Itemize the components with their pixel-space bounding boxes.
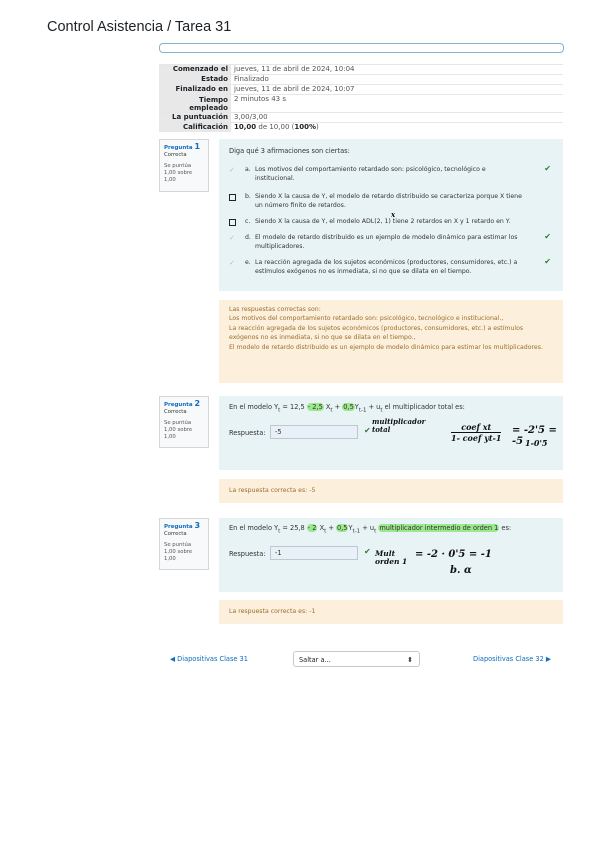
summary-label: Tiempo empleado xyxy=(159,95,231,113)
question-score: Se puntúa 1,00 sobre 1,00 xyxy=(164,163,193,183)
option-a[interactable] xyxy=(229,166,549,184)
option-checkbox[interactable] xyxy=(229,218,238,227)
highlight: multiplicador intermedio de orden 1 xyxy=(379,524,499,532)
summary-label: Estado xyxy=(159,75,231,85)
summary-row xyxy=(159,95,563,113)
question-label: Pregunta xyxy=(164,402,193,408)
handwritten-mark: x xyxy=(391,210,396,219)
text-part: En el modelo Y xyxy=(229,403,279,411)
summary-value: jueves, 11 de abril de 2024, 10:07 xyxy=(231,85,563,95)
correct-check-icon: ✔ xyxy=(544,232,551,241)
correct-check-icon: ✔ xyxy=(544,257,551,266)
question-2-feedback: La respuesta correcta es: -5 xyxy=(219,479,563,503)
question-label: Pregunta xyxy=(164,145,193,151)
option-text: Los motivos del comportamiento retardado son: psicológico, tecnológico e institucional. xyxy=(255,166,486,182)
summary-row xyxy=(159,75,563,85)
highlight: 0,5 xyxy=(336,524,348,532)
option-letter: b. xyxy=(245,193,251,200)
question-1-content xyxy=(219,139,563,291)
summary-value: jueves, 11 de abril de 2024, 10:04 xyxy=(231,65,563,75)
handwritten-note: b. α xyxy=(450,565,472,576)
answer-label: Respuesta: xyxy=(229,429,266,437)
question-2-content xyxy=(219,396,563,470)
handwritten-label xyxy=(372,418,425,434)
handwritten-result-den: 1-0'5 xyxy=(525,438,548,448)
summary-row xyxy=(159,85,563,95)
text-part: En el modelo Y xyxy=(229,524,279,532)
text-part: + u xyxy=(360,524,375,532)
question-info-3 xyxy=(159,518,209,570)
handwritten-formula: = -2 · 0'5 = -1 xyxy=(415,549,492,560)
summary-value: 3,00/3,00 xyxy=(231,113,563,123)
grade-percent: 100% xyxy=(294,123,316,131)
option-c[interactable] xyxy=(229,210,549,228)
question-text: En el modelo $Y_t = 12,5 - 2,5$ $X_t + 0,5Y_{t-1} + u_t$ el multiplicador total es: xyxy=(229,403,465,414)
question-text: Diga qué 3 afirmaciones son ciertas: xyxy=(229,147,350,155)
summary-row xyxy=(159,113,563,123)
option-text: El modelo de retardo distribuido es un ejemplo de modelo dinámico para estimar los multiplicadores. xyxy=(255,234,518,250)
option-d[interactable] xyxy=(229,234,549,252)
text-part: + u xyxy=(366,403,381,411)
feedback-line: Los motivos del comportamiento retardado son: psicológico, tecnológico e institucional., xyxy=(229,314,504,322)
text-part: Y xyxy=(348,524,353,532)
selected-check-icon: ✓ xyxy=(229,234,235,242)
page-title: Control Asistencia / Tarea 31 xyxy=(47,19,232,35)
option-b[interactable] xyxy=(229,193,549,211)
text-part: el multiplicador total es: xyxy=(382,403,465,411)
summary-value: Finalizado xyxy=(231,75,563,85)
option-text: Siendo X la causa de Y, el modelo ADL(2, 1) tiene 2 retardos en X y 1 retardo en Y. xyxy=(255,218,511,225)
top-progress-bar xyxy=(159,43,564,53)
text-part: + xyxy=(326,524,336,532)
correct-check-icon: ✔ xyxy=(544,164,551,173)
grade-mid: de 10,00 ( xyxy=(256,123,295,131)
option-letter: a. xyxy=(245,166,251,173)
question-info-1 xyxy=(159,139,209,192)
question-state: Correcta xyxy=(164,409,187,415)
text-part: = 12,5 xyxy=(280,403,307,411)
question-state: Correcta xyxy=(164,152,187,158)
hw-numerator: coef xt xyxy=(451,422,501,433)
hw-line: orden 1 xyxy=(375,557,408,566)
summary-label: La puntuación xyxy=(159,113,231,123)
summary-label: Calificación xyxy=(159,123,231,133)
grade-end: ) xyxy=(316,123,319,131)
attempt-summary-table xyxy=(159,64,563,132)
hw-line: multiplicador xyxy=(372,417,426,426)
text-part: X xyxy=(317,524,325,532)
question-info-2 xyxy=(159,396,209,448)
question-score: Se puntúa 1,00 sobre 1,00 xyxy=(164,420,193,440)
question-3-content xyxy=(219,518,563,592)
answer-input[interactable]: -1 xyxy=(270,546,358,560)
question-text: En el modelo $Y_t = 25,8 - 2$ $X_t + 0,5Y_{t-1} + u_t$ multiplicador intermedio de orden 1 es: xyxy=(229,524,512,535)
handwritten-formula xyxy=(451,422,501,443)
text-part: es: xyxy=(499,524,512,532)
summary-row xyxy=(159,123,563,133)
correct-check-icon: ✔ xyxy=(364,547,371,556)
text-part: X xyxy=(323,403,331,411)
select-arrows-icon: ⬍ xyxy=(407,656,413,664)
summary-label: Comenzado el xyxy=(159,65,231,75)
option-text: Siendo X la causa de Y, el modelo de retardo distribuido se caracteriza porque X tiene un número finito de retardos. xyxy=(255,193,522,209)
option-letter: c. xyxy=(245,218,251,225)
handwritten-label xyxy=(375,550,407,566)
option-e[interactable] xyxy=(229,259,549,277)
text-part: Y xyxy=(354,403,359,411)
option-letter: d. xyxy=(245,234,251,241)
prev-activity-link[interactable]: ◀ Diapositivas Clase 31 xyxy=(170,655,248,663)
answer-input[interactable]: -5 xyxy=(270,425,358,439)
question-number: 1 xyxy=(194,142,201,151)
highlight: - 2 xyxy=(307,524,317,532)
hw-line: total xyxy=(372,425,391,434)
summary-value: 2 minutos 43 s xyxy=(231,95,563,113)
question-number: 2 xyxy=(194,399,201,408)
correct-check-icon: ✔ xyxy=(364,426,371,435)
option-letter: e. xyxy=(245,259,251,266)
question-state: Correcta xyxy=(164,531,187,537)
highlight: - 2,5 xyxy=(307,403,323,411)
selected-check-icon: ✓ xyxy=(229,259,235,267)
question-1-feedback xyxy=(219,300,563,383)
grade-value: 10,00 xyxy=(234,123,257,131)
question-number: 3 xyxy=(194,521,201,530)
question-score: Se puntúa 1,00 sobre 1,00 xyxy=(164,542,193,562)
feedback-line: La reacción agregada de los sujetos económicos (productores, consumidores, etc.) a estímulos exógenos no es inmediata, si no que se dilata en el tiempo., xyxy=(229,325,524,341)
text-part: + xyxy=(332,403,343,411)
option-checkbox[interactable] xyxy=(229,193,238,202)
jump-to-label: Saltar a... xyxy=(299,656,331,664)
selected-check-icon: ✓ xyxy=(229,166,235,174)
next-activity-link[interactable]: Diapositivas Clase 32 ▶ xyxy=(473,655,551,663)
hw-denominator: 1- coef yt-1 xyxy=(451,433,502,443)
question-3-feedback: La respuesta correcta es: -1 xyxy=(219,600,563,624)
question-label: Pregunta xyxy=(164,524,193,530)
summary-row xyxy=(159,65,563,75)
feedback-heading: Las respuestas correctas son: xyxy=(229,306,321,313)
highlight: 0,5 xyxy=(343,403,354,411)
jump-to-select[interactable] xyxy=(293,651,420,667)
feedback-line: El modelo de retardo distribuido es un ejemplo de modelo dinámico para estimar los multiplicadores. xyxy=(229,344,543,351)
text-part: = 25,8 xyxy=(280,524,307,532)
option-text: La reacción agregada de los sujetos económicos (productores, consumidores, etc.) a estímulos exógenos no es inmediata, si no que se dilata en el tiempo. xyxy=(255,259,518,275)
handwritten-result: = -2'5 = -5 xyxy=(512,425,557,447)
summary-label: Finalizado en xyxy=(159,85,231,95)
summary-value xyxy=(231,123,563,133)
hw-line: Mult xyxy=(375,549,396,558)
answer-label: Respuesta: xyxy=(229,550,266,558)
